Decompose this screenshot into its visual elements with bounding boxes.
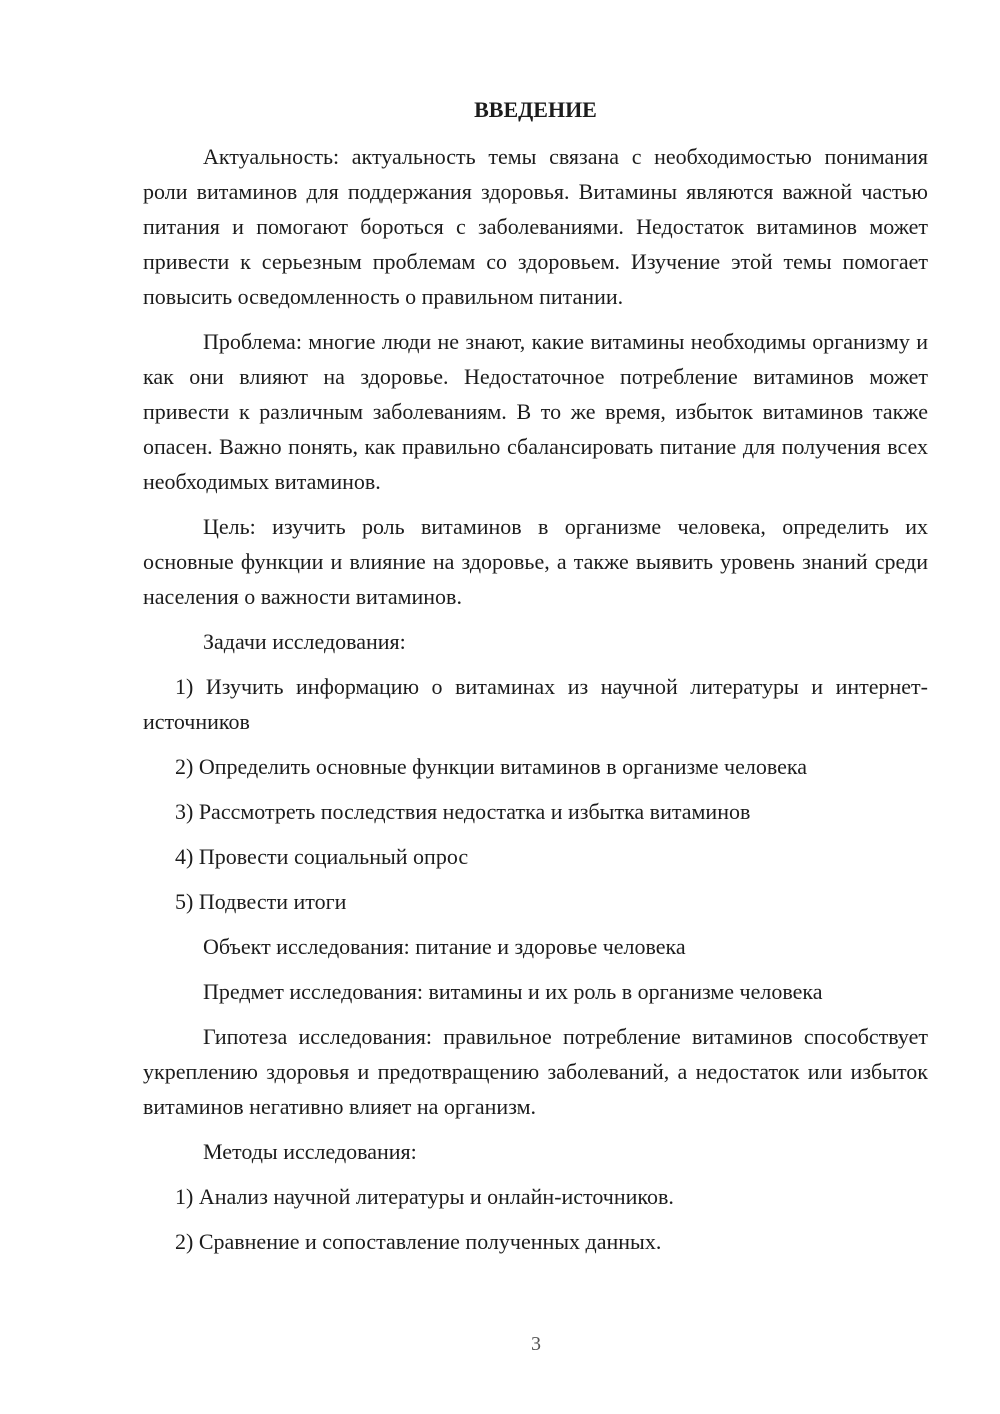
method-item: 1) Анализ научной литературы и онлайн-источников. bbox=[175, 1184, 674, 1209]
tasks-title: Задачи исследования: bbox=[203, 629, 406, 654]
research-subject: Предмет исследования: витамины и их роль в организме человека bbox=[203, 979, 823, 1004]
document-page bbox=[143, 92, 928, 1269]
relevance-paragraph: Актуальность: актуальность темы связана с необходимостью понимания роли витаминов для поддержания здоровья. Витамины являются важной частью питания и помогают бороться с заболеваниями. Недостаток витаминов может привести к серьезным проблемам со здоровьем. Изучение этой темы помогает повысить осведомленность о правильном питании. bbox=[143, 144, 928, 309]
methods-title: Методы исследования: bbox=[203, 1139, 417, 1164]
task-item: 1) Изучить информацию о витаминах из научной литературы и интернет-источников bbox=[143, 674, 928, 734]
goal-paragraph: Цель: изучить роль витаминов в организме человека, определить их основные функции и влияние на здоровье, а также выявить уровень знаний среди населения о важности витаминов. bbox=[143, 514, 928, 609]
task-item: 3) Рассмотреть последствия недостатка и избытка витаминов bbox=[175, 799, 751, 824]
research-object: Объект исследования: питание и здоровье человека bbox=[203, 934, 686, 959]
task-item: 2) Определить основные функции витаминов в организме человека bbox=[175, 754, 808, 779]
hypothesis-paragraph: Гипотеза исследования: правильное потребление витаминов способствует укреплению здоровья и предотвращению заболеваний, а недостаток или избыток витаминов негативно влияет на организм. bbox=[143, 1024, 928, 1119]
problem-paragraph: Проблема: многие люди не знают, какие витамины необходимы организму и как они влияют на здоровье. Недостаточное потребление витаминов может привести к различным заболеваниям. В то же время, избыток витаминов также опасен. Важно понять, как правильно сбалансировать питание для получения всех необходимых витаминов. bbox=[143, 329, 928, 494]
method-item: 2) Сравнение и сопоставление полученных данных. bbox=[175, 1229, 662, 1254]
task-item: 4) Провести социальный опрос bbox=[175, 844, 469, 869]
section-heading: ВВЕДЕНИЕ bbox=[474, 97, 597, 122]
page-number: 3 bbox=[531, 1333, 541, 1355]
task-item: 5) Подвести итоги bbox=[175, 889, 347, 914]
